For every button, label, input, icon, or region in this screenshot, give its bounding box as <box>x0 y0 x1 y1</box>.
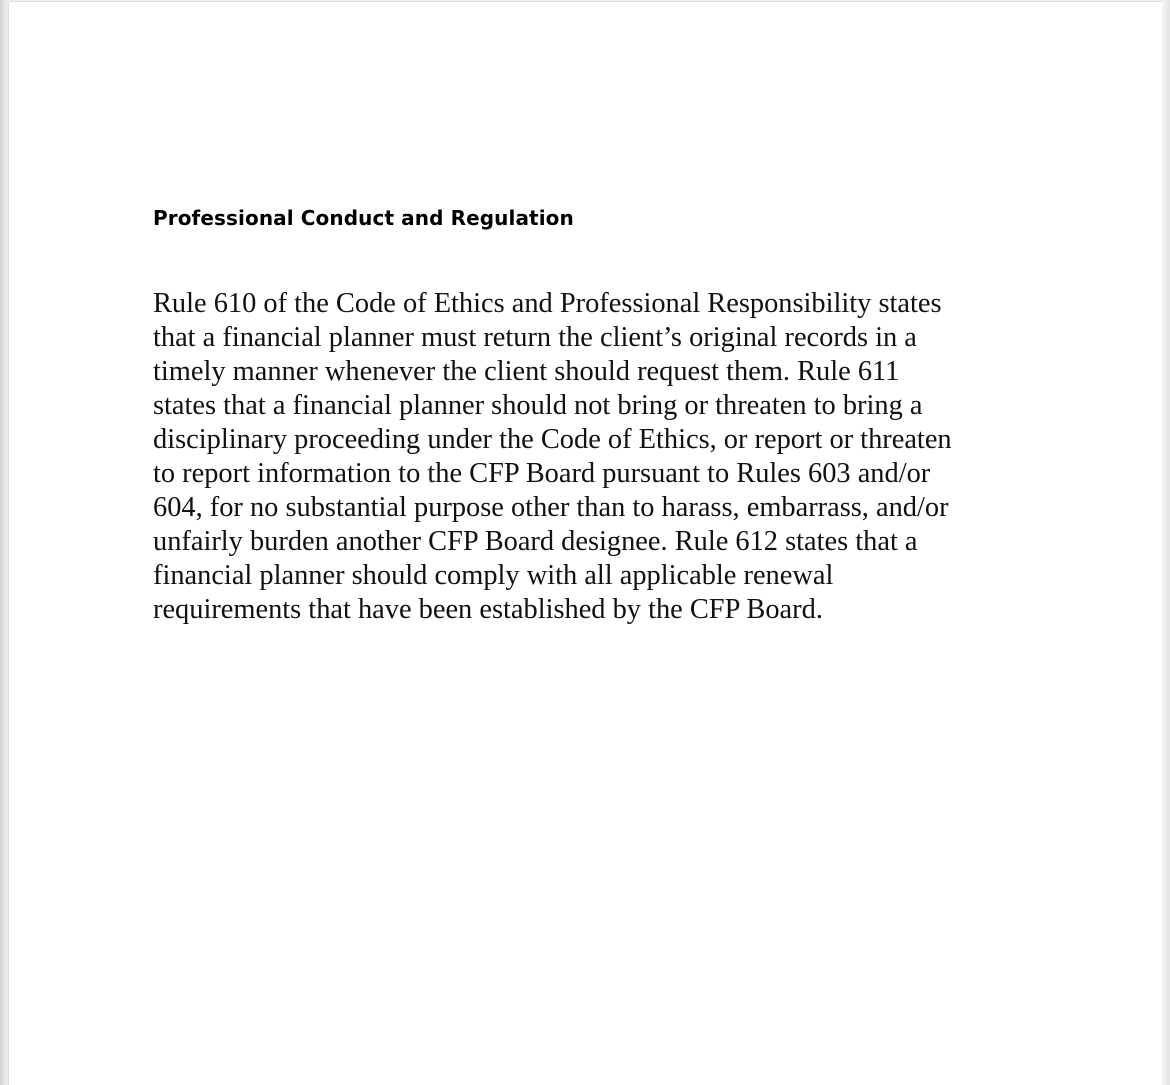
viewer-right-edge <box>1162 0 1170 1085</box>
paragraph-line: financial planner should comply with all applicable renewal <box>153 560 834 591</box>
paragraph-line: that a financial planner must return the client’s original records in a <box>153 322 917 353</box>
section-heading: Professional Conduct and Regulation <box>153 206 574 230</box>
paragraph-line: timely manner whenever the client should request them. Rule 611 <box>153 356 900 387</box>
document-page <box>9 2 1162 1085</box>
paragraph-line: requirements that have been established by the CFP Board. <box>153 594 823 625</box>
paragraph-line: unfairly burden another CFP Board designee. Rule 612 states that a <box>153 526 918 557</box>
paragraph-line: Rule 610 of the Code of Ethics and Professional Responsibility states <box>153 288 942 319</box>
paragraph-line: to report information to the CFP Board pursuant to Rules 603 and/or <box>153 458 931 489</box>
body-paragraph <box>153 287 1053 627</box>
paragraph-line: states that a financial planner should not bring or threaten to bring a <box>153 390 923 421</box>
paragraph-line: 604, for no substantial purpose other than to harass, embarrass, and/or <box>153 492 949 523</box>
paragraph-line: disciplinary proceeding under the Code of Ethics, or report or threaten <box>153 424 952 455</box>
